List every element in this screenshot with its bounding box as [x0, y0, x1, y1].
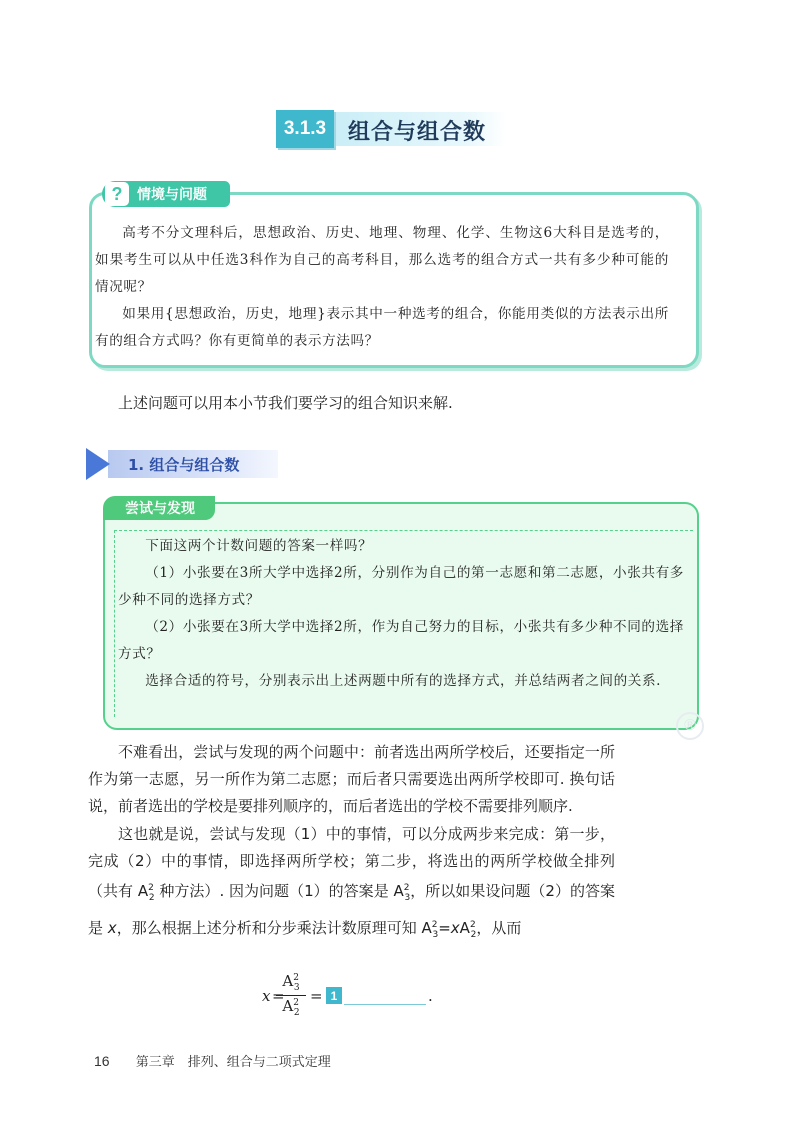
body-paragraph: 不难看出，尝试与发现的两个问题中：前者选出两所学校后，还要指定一所作为第一志愿，另一所作为第二志愿；而后者只需要选出两所学校即可. 换句话说，前者选出的学校是要排列顺序的，而后者选出的学校不需要排列顺序. — [88, 743, 615, 815]
page-footer — [94, 1051, 331, 1070]
body-text-run: ，所以如果设问题（2）的答案是 — [88, 882, 615, 937]
body-text — [88, 739, 615, 949]
formula-numerator: $A^2_3$ — [276, 972, 306, 996]
question-icon: ? — [105, 182, 129, 206]
scenario-paragraph: 高考不分文理科后，思想政治、历史、地理、物理、化学、生物这6大科目是选考的，如果考生可以从中任选3科作为自己的高考科目，那么选考的组合方式一共有多少种可能的情况呢？ — [95, 225, 669, 295]
arrow-icon — [86, 448, 110, 480]
try-discover-text — [118, 533, 684, 695]
formula-equals: = — [310, 987, 323, 1005]
answer-blank-line[interactable] — [344, 1004, 426, 1005]
formula-period: . — [428, 987, 433, 1005]
intro-sentence: 上述问题可以用本小节我们要学习的组合知识来解. — [118, 394, 453, 412]
section-heading — [276, 110, 508, 148]
formula-first-equals: = — [272, 987, 285, 1005]
body-paragraph: 这也就是说，尝试与发现（1）中的事情，可以分成两步来完成：第一步，完成（2）中的事情，即选择两所学校；第二步，将选出的两所学校做全排列（共有 $A^2_2$ 种方法）. 因为问题（1）的答案是 $A^2_3$，所以如果设问题（2）的答案是 x，那么根据上述分析和分步乘法计数原理可知 $A^2_3=xA^2_2$，从而 — [88, 825, 615, 940]
page-number: 16 — [94, 1053, 110, 1069]
try-paragraph: 选择合适的符号，分别表示出上述两题中所有的选择方式，并总结两者之间的关系. — [145, 673, 662, 689]
formula — [262, 972, 452, 1022]
section-number: 3.1.3 — [276, 110, 334, 148]
try-discover-tab: 尝试与发现 — [103, 496, 215, 520]
section-title: 组合与组合数 — [348, 120, 487, 145]
variable-x: x — [107, 919, 117, 937]
try-paragraph: （1）小张要在3所大学中选择2所，分别作为自己的第一志愿和第二志愿，小张共有多少种不同的选择方式？ — [118, 565, 684, 608]
subsection-heading — [86, 448, 278, 480]
scenario-label: 情境与问题 — [137, 187, 207, 203]
scenario-tab — [102, 181, 230, 207]
body-text-run: 这也就是说，尝试与发现（1）中的事情，可以分成两步来完成：第一步，完成（2）中的事情，即选择两所学校；第二步，将选出的两所学校做全排列（共有 — [88, 825, 615, 900]
body-text-run: 种方法）. 因为问题（1）的答案是 — [159, 882, 389, 900]
formula-denominator: $A^2_2$ — [282, 997, 300, 1018]
try-paragraph: 下面这两个计数问题的答案一样吗？ — [145, 538, 373, 554]
registered-mark-icon: ® — [676, 712, 704, 740]
subsection-title: 1. 组合与组合数 — [128, 456, 240, 474]
try-paragraph: （2）小张要在3所大学中选择2所，作为自己努力的目标，小张共有多少种不同的选择方式？ — [118, 619, 684, 662]
answer-blank-number[interactable]: 1 — [326, 987, 342, 1004]
formula-lhs: x — [262, 987, 271, 1005]
chapter-title: 第三章 排列、组合与二项式定理 — [135, 1055, 331, 1070]
scenario-text — [95, 220, 669, 355]
body-text-run: ，那么根据上述分析和分步乘法计数原理可知 — [116, 919, 417, 937]
body-text-run: ，从而 — [476, 919, 522, 937]
scenario-paragraph: 如果用{思想政治，历史，地理}表示其中一种选考的组合，你能用类似的方法表示出所有的组合方式吗？你有更简单的表示方法吗？ — [95, 306, 669, 349]
